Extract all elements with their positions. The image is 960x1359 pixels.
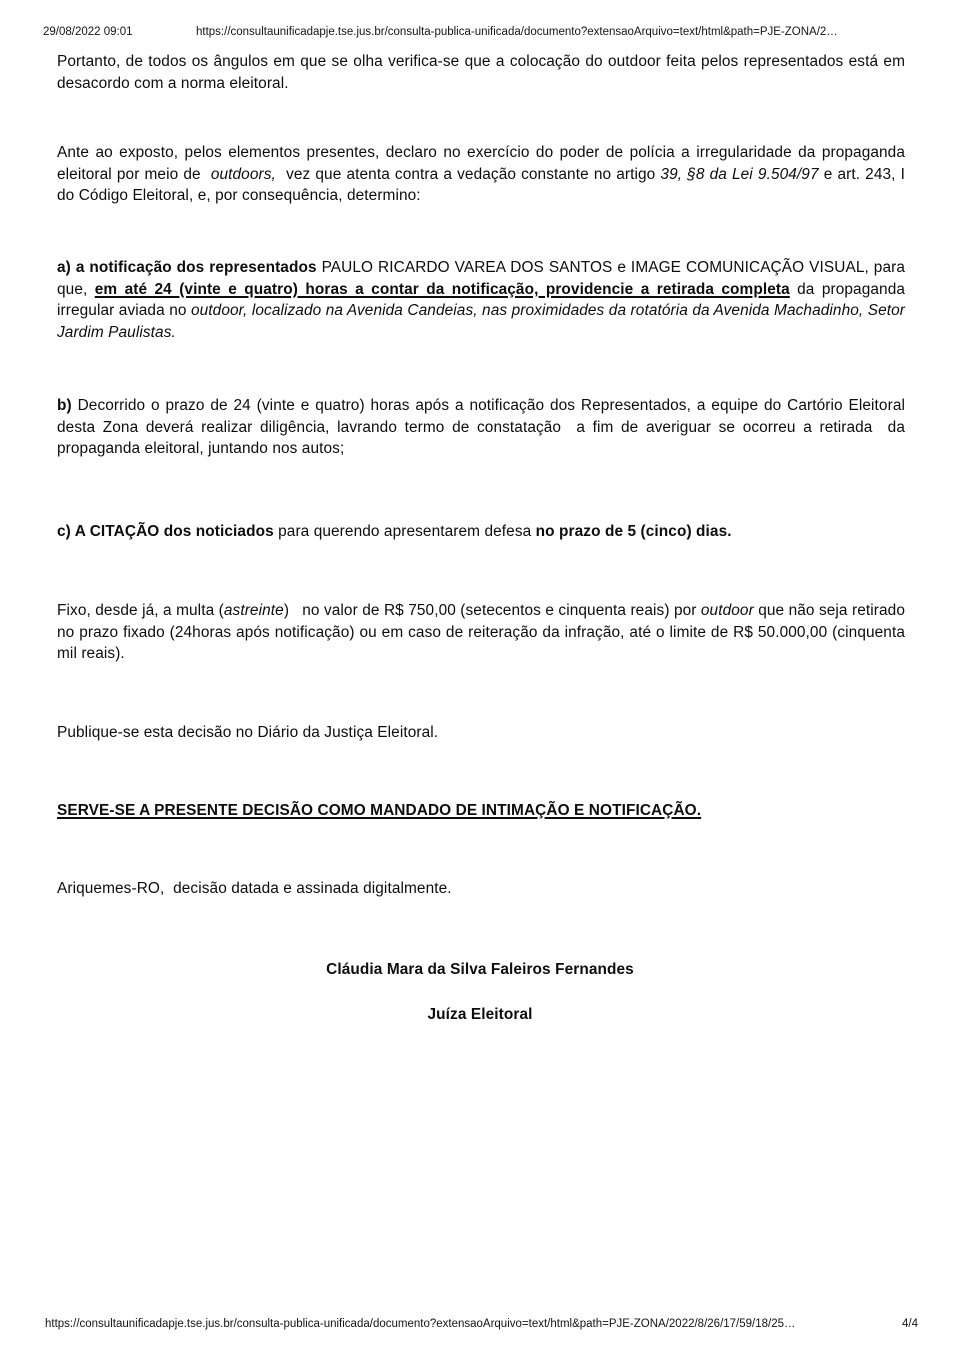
text-run: vez que atenta contra a vedação constante no artigo bbox=[275, 165, 661, 183]
text-run: Decorrido o prazo de 24 (vinte e quatro) horas após a notificação dos Representados, a equipe do Cartório Eleitoral desta Zona deverá realizar diligência, lavrando termo de constatação a fim de averiguar se ocorreu a retirada da propaganda eleitoral, juntando nos autos; bbox=[57, 397, 905, 458]
paragraph-local-data bbox=[57, 878, 905, 900]
item-b-label: b) bbox=[57, 397, 72, 414]
signature-name: Cláudia Mara da Silva Faleiros Fernandes bbox=[326, 961, 634, 978]
paragraph-item-c bbox=[57, 521, 905, 543]
footer-url: https://consultaunificadapje.tse.jus.br/consulta-publica-unificada/documento?extensaoArquivo=text/html&path=PJE-ZONA/2022/8/26/17/59/18/25… bbox=[45, 1318, 796, 1330]
text-run: Fixo, desde já, a multa ( bbox=[57, 602, 224, 619]
text-run: Portanto, de todos os ângulos em que se olha verifica-se que a colocação do outdoor feita pelos representados está em desacordo com a norma eleitoral. bbox=[57, 53, 905, 92]
header-url: https://consultaunificadapje.tse.jus.br/consulta-publica-unificada/documento?extensaoArquivo=text/html&path=PJE-ZONA/2… bbox=[196, 26, 838, 38]
text-run: que não seja retirado no prazo fixado (24horas após notificação) ou em caso de reiteração da infração, até o limite de R$ 50.000,00 (cinquenta mil reais). bbox=[57, 602, 905, 663]
text-run: Ariquemes-RO, decisão datada e assinada digitalmente. bbox=[57, 880, 452, 897]
paragraph-item-b bbox=[57, 395, 905, 460]
text-run-italic: outdoor bbox=[700, 602, 754, 619]
item-c-label: c) A CITAÇÃO dos noticiados bbox=[57, 523, 274, 540]
footer-page-indicator: 4/4 bbox=[902, 1318, 918, 1330]
text-run-italic: astreinte bbox=[223, 602, 284, 619]
text-run-bold: no prazo de 5 (cinco) dias. bbox=[535, 523, 732, 540]
text-run: ) no valor de R$ 750,00 (setecentos e cinquenta reais) por bbox=[283, 602, 701, 619]
text-run: Publique-se esta decisão no Diário da Justiça Eleitoral. bbox=[57, 724, 439, 741]
paragraph-multa bbox=[57, 600, 905, 665]
text-run-italic: outdoor, localizado na Avenida Candeias, nas proximidades da rotatória da Avenida Machadinho, Setor Jardim Paulistas. bbox=[57, 302, 905, 341]
paragraph-publique-se bbox=[57, 722, 905, 744]
text-run-bold-underline: em até 24 (vinte e quatro) horas a contar da notificação, providencie a retirada completa bbox=[94, 280, 790, 298]
text-run: para querendo apresentarem defesa bbox=[273, 523, 536, 540]
text-run-italic: outdoors, bbox=[210, 165, 276, 183]
item-a-label: a) a notificação dos representados bbox=[57, 259, 322, 276]
header-datetime: 29/08/2022 09:01 bbox=[43, 26, 133, 38]
signature-role: Juíza Eleitoral bbox=[427, 1006, 533, 1023]
text-run: e art. 243, I do Código Eleitoral, e, por consequência, determino: bbox=[57, 165, 905, 205]
paragraph-serve-se bbox=[57, 800, 905, 822]
paragraph-item-a bbox=[57, 257, 905, 343]
paragraph-ante-exposto bbox=[57, 142, 905, 207]
paragraph-portanto bbox=[57, 51, 905, 94]
text-run-italic: 39, §8 da Lei 9.504/97 bbox=[660, 165, 819, 183]
text-run: da propaganda irregular aviada no bbox=[57, 280, 906, 320]
text-run: Ante ao exposto, pelos elementos presentes, declaro no exercício do poder de polícia a irregularidade da propaganda eleitoral por meio de bbox=[57, 144, 905, 183]
text-run: PAULO RICARDO VAREA DOS SANTOS e IMAGE COMUNICAÇÃO VISUAL, para que, bbox=[57, 259, 905, 298]
text-run-bold-underline: SERVE-SE A PRESENTE DECISÃO COMO MANDADO DE INTIMAÇÃO E NOTIFICAÇÃO. bbox=[57, 802, 702, 819]
